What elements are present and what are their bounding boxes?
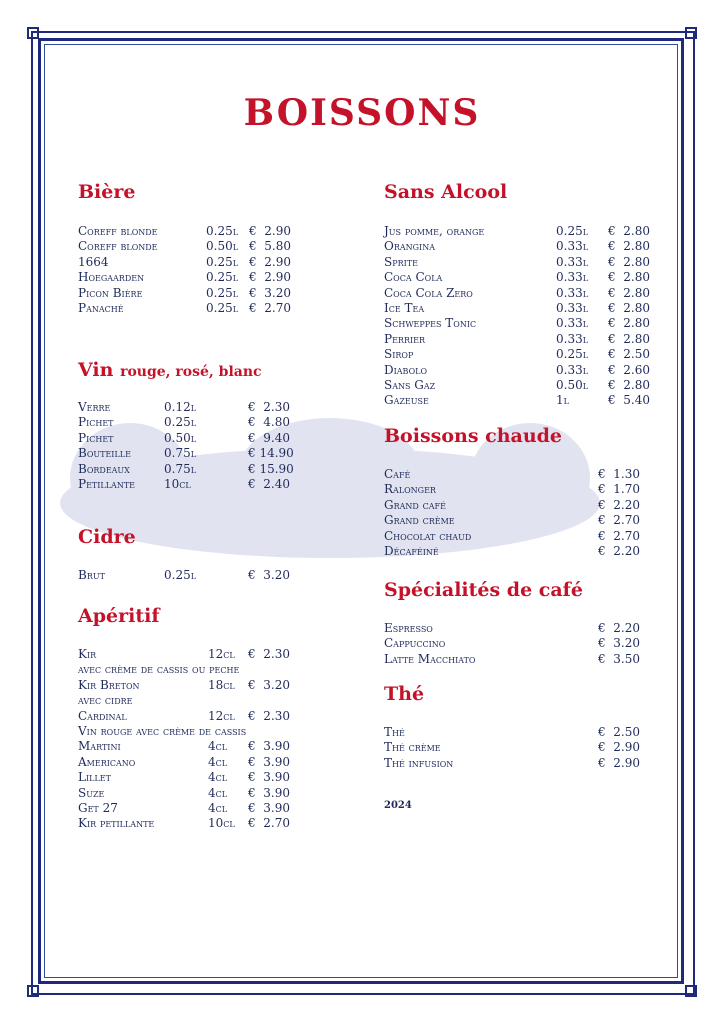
item-name: Thé infusion <box>384 755 454 770</box>
item-name: Grand crème <box>384 513 455 528</box>
item-price: € 2.80 <box>608 285 650 300</box>
item-name: Martini <box>78 739 121 754</box>
item-volume: 0.33l <box>556 362 589 377</box>
item-price: € 2.60 <box>608 362 650 377</box>
vin-subheading: rouge, rosé, blanc <box>120 364 262 380</box>
item-volume: 12cl <box>208 708 235 723</box>
item-volume: 4cl <box>208 770 228 785</box>
item-price: € 2.80 <box>608 316 650 331</box>
item-volume: 10cl <box>164 477 191 491</box>
item-price: € 2.30 <box>248 708 290 723</box>
item-name: Coca Cola <box>384 270 443 285</box>
item-name: Cappuccino <box>384 636 446 651</box>
item-price: € 2.20 <box>598 497 640 512</box>
corner-ornament-bl <box>27 985 39 997</box>
item-price: € 2.20 <box>598 544 640 558</box>
corner-ornament-br <box>685 985 697 997</box>
item-name: Coca Cola Zero <box>384 285 473 300</box>
item-price: € 2.30 <box>248 400 290 414</box>
item-volume: 1l <box>556 393 569 408</box>
item-name: Picon Bière <box>78 285 143 300</box>
item-volume: 0.25l <box>206 270 239 285</box>
item-volume: 0.25l <box>206 285 239 300</box>
item-name: Lillet <box>78 770 111 785</box>
item-name: Cardinal <box>78 708 127 723</box>
item-volume: 0.33l <box>556 239 589 254</box>
item-volume: 0.33l <box>556 331 589 346</box>
item-name: Kir petillante <box>78 816 155 831</box>
item-volume: 4cl <box>208 754 228 769</box>
item-price: € 14.90 <box>248 446 294 461</box>
item-volume: 0.33l <box>556 270 589 285</box>
item-volume: 0.25l <box>164 568 197 582</box>
item-name: Ice Tea <box>384 301 425 315</box>
item-price: € 3.20 <box>248 677 290 692</box>
item-price: € 2.30 <box>248 647 290 661</box>
item-note: Vin rouge avec crème de cassis <box>78 724 247 738</box>
item-name: Sirop <box>384 347 414 362</box>
item-volume: 0.50l <box>556 378 589 392</box>
item-volume: 0.25l <box>556 224 589 238</box>
section-heading-cidre: Cidre <box>78 526 136 548</box>
item-price: € 3.90 <box>248 801 290 815</box>
item-name: Diabolo <box>384 362 428 377</box>
item-volume: 12cl <box>208 647 235 661</box>
item-price: € 2.90 <box>249 224 291 238</box>
item-price: € 2.80 <box>608 301 650 315</box>
section-heading-sans-alcool: Sans Alcool <box>384 181 508 203</box>
item-name: 1664 <box>78 254 109 269</box>
item-price: € 2.50 <box>608 347 650 362</box>
item-price: € 3.20 <box>248 568 290 582</box>
vin-heading-label: Vin <box>78 359 114 381</box>
section-heading-chaude: Boissons chaude <box>384 425 563 447</box>
page-title: BOISSONS <box>243 92 481 134</box>
item-name: Thé <box>384 725 405 739</box>
item-name: Grand café <box>384 497 446 512</box>
item-name: Brut <box>78 568 105 582</box>
item-price: € 2.80 <box>608 254 650 269</box>
item-volume: 0.25l <box>206 301 239 315</box>
item-price: € 9.40 <box>248 430 290 445</box>
item-volume: 0.33l <box>556 254 589 269</box>
item-name: Espresso <box>384 621 433 635</box>
item-volume: 0.25l <box>556 347 589 362</box>
item-volume: 0.33l <box>556 301 589 315</box>
item-price: € 2.90 <box>598 740 640 755</box>
item-price: € 3.20 <box>598 636 640 651</box>
item-price: € 2.80 <box>608 270 650 285</box>
section-heading-the: Thé <box>384 683 425 705</box>
item-name: Kir <box>78 647 97 661</box>
item-name: Thé crème <box>384 740 441 755</box>
item-name: Pichet <box>78 415 114 430</box>
item-name: Get 27 <box>78 801 118 815</box>
item-name: Orangina <box>384 239 435 254</box>
item-price: € 2.90 <box>249 254 291 269</box>
item-volume: 0.75l <box>164 446 197 461</box>
item-price: € 2.80 <box>608 239 650 254</box>
item-name: Jus pomme, orange <box>384 224 485 238</box>
section-heading-aperitif: Apéritif <box>78 605 160 627</box>
item-name: Chocolat chaud <box>384 528 472 543</box>
item-volume: 10cl <box>208 816 235 831</box>
item-price: € 2.70 <box>598 528 640 543</box>
item-price: € 3.90 <box>248 739 290 754</box>
item-price: € 2.80 <box>608 378 650 392</box>
item-price: € 15.90 <box>248 461 294 476</box>
item-price: € 2.70 <box>248 816 290 831</box>
item-price: € 2.70 <box>249 301 291 315</box>
item-price: € 2.90 <box>598 755 640 770</box>
item-price: € 2.20 <box>598 621 640 635</box>
year-label: 2024 <box>384 800 412 811</box>
item-name: Coreff blonde <box>78 239 158 254</box>
corner-ornament-tr <box>685 27 697 39</box>
item-name: Bouteille <box>78 446 131 461</box>
item-price: € 1.30 <box>598 467 640 481</box>
item-name: Sprite <box>384 254 418 269</box>
item-price: € 3.50 <box>598 651 640 666</box>
item-name: Café <box>384 467 411 481</box>
item-price: € 1.70 <box>598 482 640 497</box>
item-price: € 5.40 <box>608 393 650 408</box>
item-volume: 0.25l <box>206 224 239 238</box>
item-name: Pichet <box>78 430 114 445</box>
item-volume: 0.50l <box>206 239 239 254</box>
item-note: avec crème de cassis ou peche <box>78 662 240 677</box>
item-price: € 2.40 <box>248 477 290 491</box>
item-volume: 0.75l <box>164 461 197 476</box>
item-price: € 3.20 <box>249 285 291 300</box>
item-price: € 2.80 <box>608 224 650 238</box>
item-name: Americano <box>78 754 136 769</box>
item-name: Gazeuse <box>384 393 429 408</box>
section-heading-vin <box>78 359 262 381</box>
item-name: Panaché <box>78 301 124 315</box>
item-volume: 0.12l <box>164 400 197 414</box>
item-volume: 0.33l <box>556 316 589 331</box>
item-volume: 0.33l <box>556 285 589 300</box>
item-name: Bordeaux <box>78 461 130 476</box>
item-price: € 3.90 <box>248 770 290 785</box>
item-volume: 4cl <box>208 785 228 800</box>
item-price: € 2.50 <box>598 725 640 739</box>
item-price: € 3.90 <box>248 754 290 769</box>
item-volume: 0.25l <box>206 254 239 269</box>
item-price: € 2.90 <box>249 270 291 285</box>
item-volume: 4cl <box>208 739 228 754</box>
item-name: Sans Gaz <box>384 378 436 392</box>
item-price: € 5.80 <box>249 239 291 254</box>
item-name: Décaféiné <box>384 544 439 558</box>
item-price: € 3.90 <box>248 785 290 800</box>
item-name: Suze <box>78 785 105 800</box>
section-heading-biere: Bière <box>78 181 136 203</box>
item-name: Verre <box>78 400 111 414</box>
item-name: Coreff blonde <box>78 224 158 238</box>
item-volume: 0.25l <box>164 415 197 430</box>
item-price: € 2.70 <box>598 513 640 528</box>
item-volume: 0.50l <box>164 430 197 445</box>
item-name: Petillante <box>78 477 135 491</box>
corner-ornament-tl <box>27 27 39 39</box>
item-name: Ralonger <box>384 482 436 497</box>
item-price: € 4.80 <box>248 415 290 430</box>
item-volume: 4cl <box>208 801 228 815</box>
item-name: Perrier <box>384 331 425 346</box>
item-price: € 2.80 <box>608 331 650 346</box>
item-name: Latte Macchiato <box>384 651 476 666</box>
item-volume: 18cl <box>208 677 235 692</box>
item-name: Hoegaarden <box>78 270 145 285</box>
item-note: avec cidre <box>78 693 133 708</box>
item-name: Kir Breton <box>78 677 140 692</box>
item-name: Schweppes Tonic <box>384 316 477 331</box>
section-heading-specialites: Spécialités de café <box>384 579 583 601</box>
